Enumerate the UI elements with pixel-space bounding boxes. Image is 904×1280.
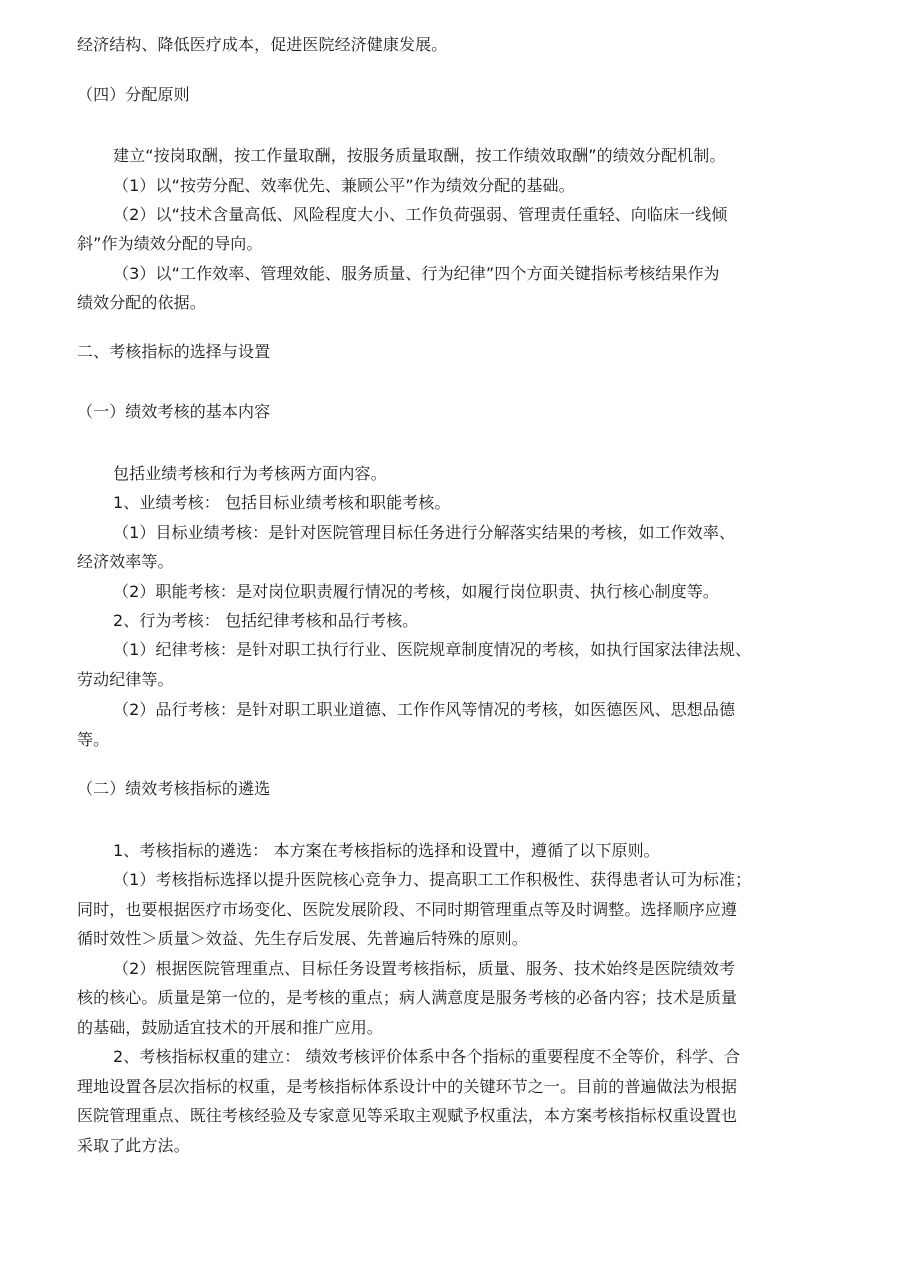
text-line: 的基础，鼓励适宜技术的开展和推广应用。 bbox=[77, 1018, 383, 1037]
text-line: 1、考核指标的遴选： 本方案在考核指标的选择和设置中，遵循了以下原则。 bbox=[113, 841, 660, 860]
text-line: 2、行为考核： 包括纪律考核和品行考核。 bbox=[113, 611, 419, 630]
text-line: 采取了此方法。 bbox=[77, 1136, 190, 1155]
text-line: （2）以“技术含量高低、风险程度大小、工作负荷强弱、管理责任重轻、向临床一线倾 bbox=[113, 205, 728, 224]
text-line: 绩效分配的依据。 bbox=[77, 293, 206, 312]
text-line: 理地设置各层次指标的权重，是考核指标体系设计中的关键环节之一。目前的普遍做法为根据 bbox=[77, 1077, 738, 1096]
text-line: 经济效率等。 bbox=[77, 552, 174, 571]
text-line: 同时，也要根据医疗市场变化、医院发展阶段、不同时期管理重点等及时调整。选择顺序应遵 bbox=[77, 900, 738, 919]
text-line: （2）品行考核：是针对职工职业道德、工作作风等情况的考核，如医德医风、思想品德 bbox=[113, 700, 736, 719]
text-line: （1）纪律考核：是针对职工执行行业、医院规章制度情况的考核，如执行国家法律法规、 bbox=[113, 640, 752, 659]
section-heading: （一）绩效考核的基本内容 bbox=[77, 402, 271, 421]
section-heading: （四）分配原则 bbox=[77, 85, 190, 104]
text-line: 2、考核指标权重的建立： 绩效考核评价体系中各个指标的重要程度不全等价，科学、合 bbox=[113, 1047, 741, 1066]
text-line: （2）根据医院管理重点、目标任务设置考核指标，质量、服务、技术始终是医院绩效考 bbox=[113, 959, 736, 978]
text-line: （1）目标业绩考核：是针对医院管理目标任务进行分解落实结果的考核，如工作效率、 bbox=[113, 523, 736, 542]
text-line: 核的核心。质量是第一位的，是考核的重点；病人满意度是服务考核的必备内容；技术是质量 bbox=[77, 988, 738, 1007]
text-line: （1）以“按劳分配、效率优先、兼顾公平”作为绩效分配的基础。 bbox=[113, 176, 575, 195]
text-line: 建立“按岗取酬，按工作量取酬，按服务质量取酬，按工作绩效取酬”的绩效分配机制。 bbox=[113, 146, 726, 165]
text-line: （3）以“工作效率、管理效能、服务质量、行为纪律”四个方面关键指标考核结果作为 bbox=[113, 264, 720, 283]
text-line: 1、业绩考核： 包括目标业绩考核和职能考核。 bbox=[113, 493, 451, 512]
text-line: （2）职能考核：是对岗位职责履行情况的考核，如履行岗位职责、执行核心制度等。 bbox=[113, 582, 719, 601]
text-line: 劳动纪律等。 bbox=[77, 670, 174, 689]
section-heading: （二）绩效考核指标的遴选 bbox=[77, 779, 271, 798]
text-line: 经济结构、降低医疗成本，促进医院经济健康发展。 bbox=[77, 35, 448, 54]
text-line: 斜”作为绩效分配的导向。 bbox=[77, 234, 263, 253]
text-line: 包括业绩考核和行为考核两方面内容。 bbox=[113, 464, 387, 483]
text-line: 循时效性＞质量＞效益、先生存后发展、先普遍后特殊的原则。 bbox=[77, 929, 528, 948]
chapter-heading: 二、考核指标的选择与设置 bbox=[77, 342, 271, 361]
text-line: 等。 bbox=[77, 730, 110, 749]
text-line: 医院管理重点、既往考核经验及专家意见等采取主观赋予权重法，本方案考核指标权重设置也 bbox=[77, 1106, 738, 1125]
text-line: （1）考核指标选择以提升医院核心竞争力、提高职工工作积极性、获得患者认可为标准； bbox=[113, 870, 752, 889]
